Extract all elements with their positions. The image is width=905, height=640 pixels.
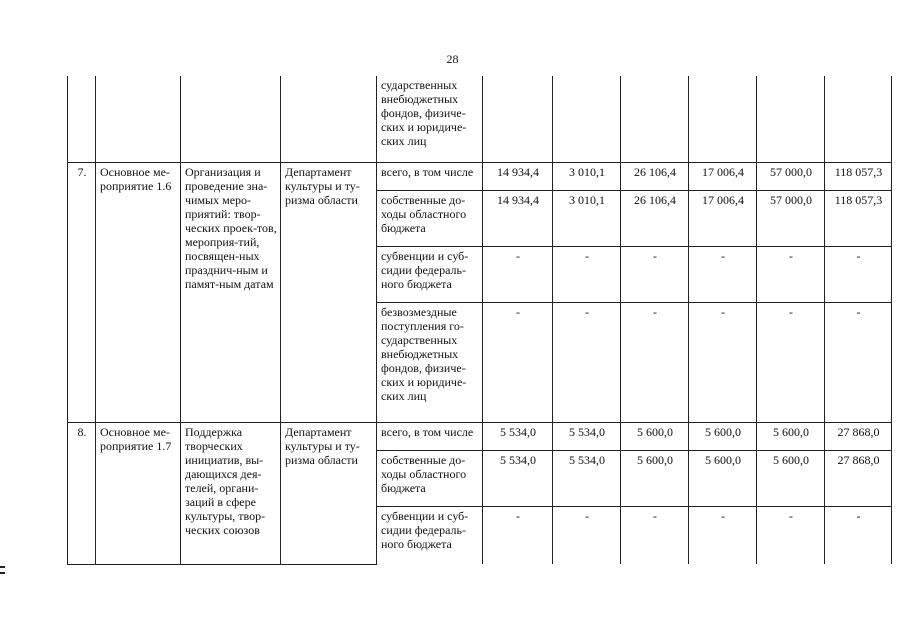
empty-cell (281, 76, 377, 162)
value-cell: - (553, 246, 621, 302)
value-cell: 5 534,0 (483, 422, 553, 450)
page-number: 28 (446, 52, 459, 66)
edge-mark (0, 566, 5, 568)
funding-source-cell: всего, в том числе (377, 422, 483, 450)
value-cell: 27 868,0 (825, 422, 892, 450)
value-cell: 5 534,0 (553, 450, 621, 506)
value-cell: 5 600,0 (689, 450, 757, 506)
value-cell: - (689, 506, 757, 564)
funding-source-cell: всего, в том числе (377, 162, 483, 190)
edge-mark (0, 572, 5, 574)
value-cell: 14 934,4 (483, 190, 553, 246)
value-cell: - (757, 302, 825, 422)
value-cell: 5 600,0 (689, 422, 757, 450)
event-description: Поддержка творческих инициатив, вы-дающихся дея-телей, органи-заций в сфере культуры, твор-ческих союзов (181, 422, 281, 564)
empty-cell (689, 76, 757, 162)
empty-cell (757, 76, 825, 162)
value-cell: 5 600,0 (621, 422, 689, 450)
value-cell: 5 600,0 (757, 450, 825, 506)
value-cell: - (825, 246, 892, 302)
empty-cell (96, 76, 181, 162)
event-name: Основное ме-роприятие 1.6 (96, 162, 181, 422)
value-cell: - (483, 302, 553, 422)
value-cell: 26 106,4 (621, 162, 689, 190)
value-cell: - (757, 246, 825, 302)
value-cell: 57 000,0 (757, 190, 825, 246)
funding-source-cell: безвозмездные поступления го-сударственных внебюджетных фондов, физиче-ских и юридиче-ских лиц (377, 302, 483, 422)
item-number: 7. (68, 162, 96, 422)
event-description: Организация и проведение зна-чимых меро-приятий: твор-ческих проек-тов, мероприя-тий, посвящен-ных празднич-ным и памят-ным датам (181, 162, 281, 422)
item-number: 8. (68, 422, 96, 564)
value-cell: - (825, 506, 892, 564)
value-cell: - (553, 506, 621, 564)
empty-cell (181, 76, 281, 162)
value-cell: 17 006,4 (689, 190, 757, 246)
executor: Департамент культуры и ту-ризма области (281, 422, 377, 564)
funding-table (67, 76, 892, 565)
value-cell: - (483, 246, 553, 302)
value-cell: - (483, 506, 553, 564)
value-cell: - (553, 302, 621, 422)
value-cell: - (621, 246, 689, 302)
value-cell: - (757, 506, 825, 564)
empty-cell (68, 76, 96, 162)
value-cell: 27 868,0 (825, 450, 892, 506)
value-cell: - (689, 246, 757, 302)
executor: Департамент культуры и ту-ризма области (281, 162, 377, 422)
value-cell: 5 534,0 (483, 450, 553, 506)
funding-source-cell: субвенции и суб-сидии федераль-ного бюджета (377, 506, 483, 564)
value-cell: 17 006,4 (689, 162, 757, 190)
value-cell: 14 934,4 (483, 162, 553, 190)
value-cell: 118 057,3 (825, 162, 892, 190)
funding-source-cell: субвенции и суб-сидии федераль-ного бюджета (377, 246, 483, 302)
empty-cell (553, 76, 621, 162)
table-row (68, 162, 892, 190)
event-name: Основное ме-роприятие 1.7 (96, 422, 181, 564)
value-cell: - (621, 506, 689, 564)
value-cell: 26 106,4 (621, 190, 689, 246)
empty-cell (621, 76, 689, 162)
empty-cell (483, 76, 553, 162)
value-cell: - (621, 302, 689, 422)
continuation-row (68, 76, 892, 162)
funding-source-cell: собственные до-ходы областного бюджета (377, 190, 483, 246)
value-cell: 3 010,1 (553, 162, 621, 190)
value-cell: 3 010,1 (553, 190, 621, 246)
value-cell: 57 000,0 (757, 162, 825, 190)
funding-source-cell: собственные до-ходы областного бюджета (377, 450, 483, 506)
empty-cell (825, 76, 892, 162)
table-row (68, 422, 892, 450)
value-cell: 5 600,0 (757, 422, 825, 450)
value-cell: 5 534,0 (553, 422, 621, 450)
value-cell: - (825, 302, 892, 422)
value-cell: 5 600,0 (621, 450, 689, 506)
value-cell: - (689, 302, 757, 422)
funding-source-cell: сударственных внебюджетных фондов, физиче-ских и юридиче-ских лиц (377, 76, 483, 162)
value-cell: 118 057,3 (825, 190, 892, 246)
